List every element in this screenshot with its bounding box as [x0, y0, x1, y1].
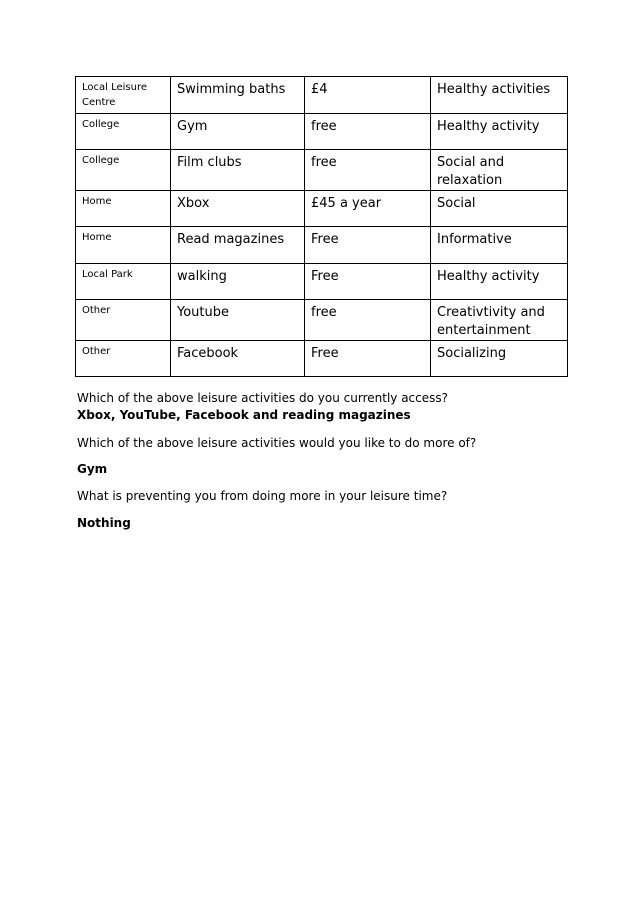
- activity-cell: Film clubs: [171, 150, 305, 191]
- activity-cell: Youtube: [171, 300, 305, 341]
- location-cell: College: [76, 150, 171, 191]
- cost-cell: Free: [305, 264, 431, 300]
- cost-cell: Free: [305, 227, 431, 264]
- activity-cell: Read magazines: [171, 227, 305, 264]
- table-row: [76, 114, 568, 150]
- location-cell: Home: [76, 227, 171, 264]
- benefit-cell: Creativtivity and entertainment: [431, 300, 568, 341]
- answer-current-access: Xbox, YouTube, Facebook and reading magazines: [77, 408, 411, 422]
- table-row: [76, 264, 568, 300]
- benefit-cell: Social: [431, 191, 568, 227]
- table-row: [76, 300, 568, 341]
- question-do-more-of: Which of the above leisure activities would you like to do more of?: [77, 436, 477, 450]
- answer-preventing: Nothing: [77, 516, 131, 530]
- location-cell: Home: [76, 191, 171, 227]
- answer-do-more-of: Gym: [77, 462, 108, 476]
- activity-cell: Swimming baths: [171, 77, 305, 114]
- location-cell: Local Leisure Centre: [76, 77, 171, 114]
- location-cell: Other: [76, 341, 171, 377]
- benefit-cell: Social and relaxation: [431, 150, 568, 191]
- question-preventing: What is preventing you from doing more in your leisure time?: [77, 489, 448, 503]
- question-current-access: Which of the above leisure activities do you currently access?: [77, 391, 448, 405]
- cost-cell: free: [305, 300, 431, 341]
- benefit-cell: Healthy activity: [431, 114, 568, 150]
- table-row: [76, 77, 568, 114]
- cost-cell: £45 a year: [305, 191, 431, 227]
- cost-cell: free: [305, 150, 431, 191]
- table-row: [76, 191, 568, 227]
- activity-cell: Facebook: [171, 341, 305, 377]
- benefit-cell: Informative: [431, 227, 568, 264]
- location-cell: Local Park: [76, 264, 171, 300]
- location-cell: College: [76, 114, 171, 150]
- table-row: [76, 341, 568, 377]
- cost-cell: free: [305, 114, 431, 150]
- cost-cell: £4: [305, 77, 431, 114]
- cost-cell: Free: [305, 341, 431, 377]
- location-cell: Other: [76, 300, 171, 341]
- table-row: [76, 227, 568, 264]
- table-row: [76, 150, 568, 191]
- activity-cell: Gym: [171, 114, 305, 150]
- benefit-cell: Socializing: [431, 341, 568, 377]
- activity-cell: walking: [171, 264, 305, 300]
- activity-cell: Xbox: [171, 191, 305, 227]
- benefit-cell: Healthy activity: [431, 264, 568, 300]
- benefit-cell: Healthy activities: [431, 77, 568, 114]
- leisure-activities-table: [75, 76, 568, 377]
